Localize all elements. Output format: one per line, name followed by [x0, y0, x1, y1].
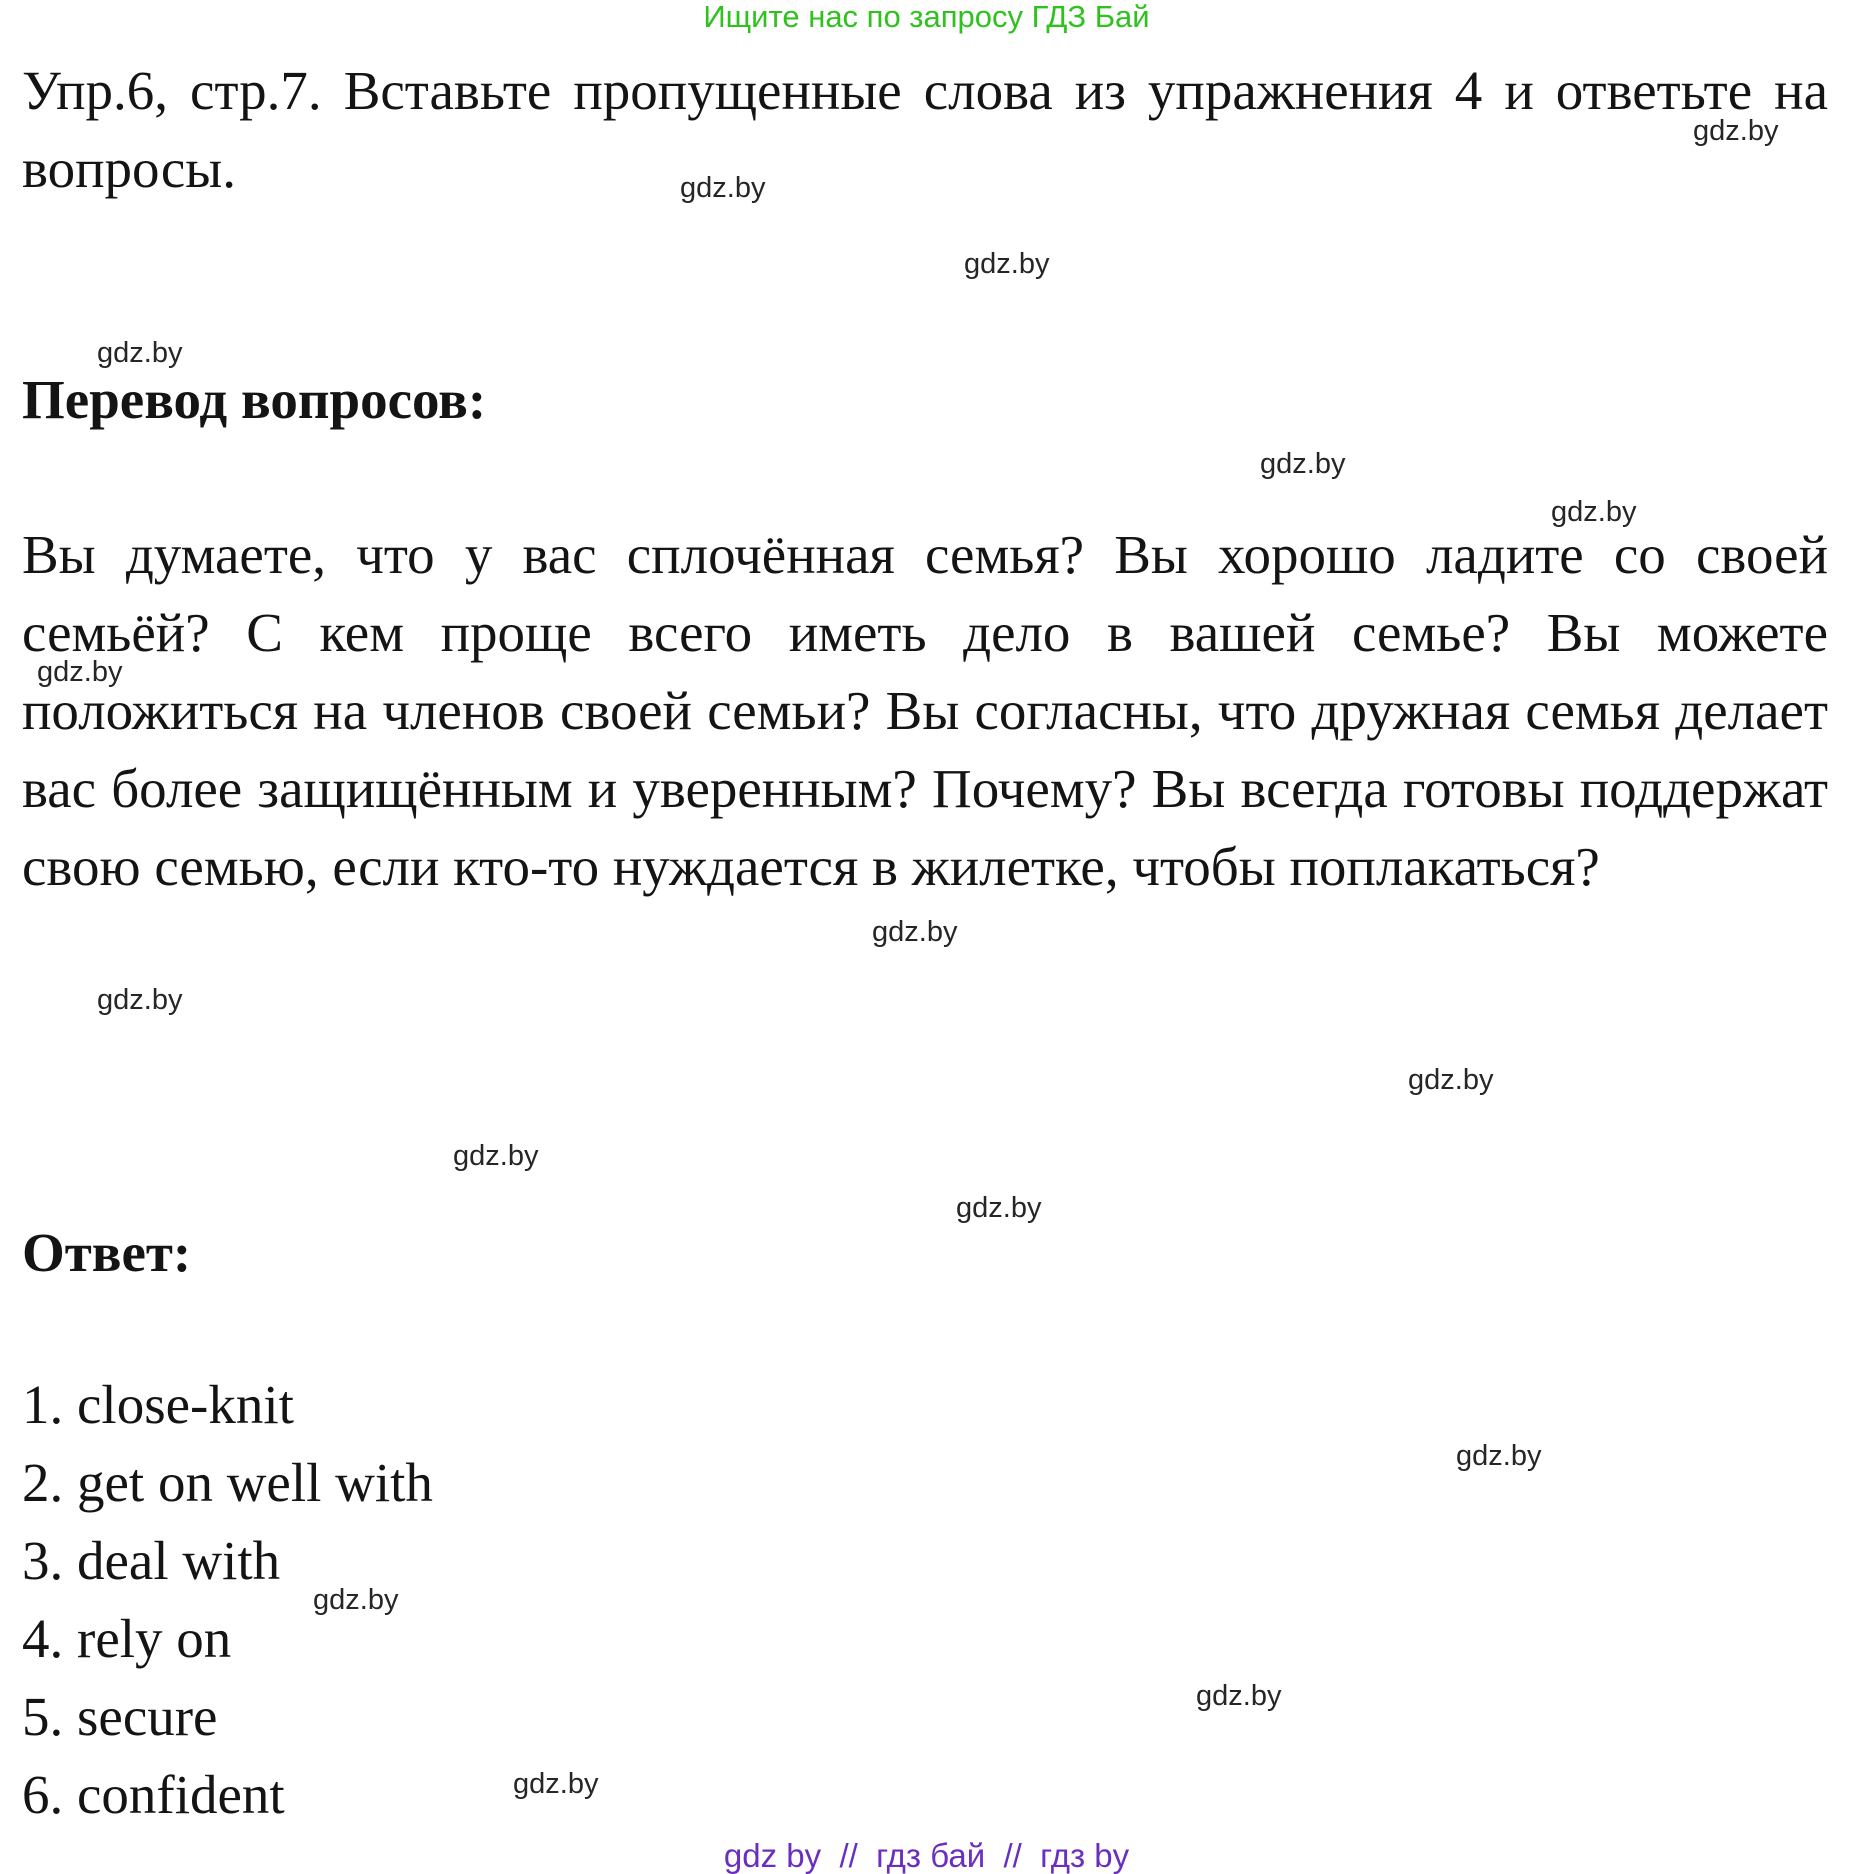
- answer-item-4: 4. rely on: [22, 1608, 232, 1669]
- search-banner: Ищите нас по запросу ГДЗ Бай: [703, 0, 1150, 34]
- translation-heading: Перевод вопросов:: [22, 369, 487, 430]
- watermark: gdz.by: [1551, 496, 1637, 528]
- answer-item-1: 1. close-knit: [22, 1374, 294, 1435]
- watermark: gdz.by: [1260, 448, 1346, 480]
- watermark: gdz.by: [680, 172, 766, 204]
- footer-watermark: gdz by // гдз бай // гдз by: [723, 1837, 1130, 1874]
- task-statement: Упр.6, стр.7. Вставьте пропущенные слова из упражнения 4 и ответьте на вопросы.: [22, 60, 1828, 199]
- answer-heading: Ответ:: [22, 1222, 192, 1283]
- watermark: gdz.by: [513, 1768, 599, 1800]
- watermark: gdz.by: [37, 656, 123, 688]
- answer-item-6: 6. confident: [22, 1764, 285, 1825]
- watermark: gdz.by: [1408, 1064, 1494, 1096]
- answer-item-2: 2. get on well with: [22, 1452, 433, 1513]
- watermark: gdz.by: [313, 1584, 399, 1616]
- translation-text: Вы думаете, что у вас сплочённая семья? Вы хорошо ладите со своей семьёй? С кем проще всего иметь дело в вашей семье? Вы можете положиться на членов своей семьи? Вы согласны, что дружная семья делает вас более защищённым и уверенным? Почему? Вы всегда готовы поддержат свою семью, если кто-то нуждается в жилетке, чтобы поплакаться?: [22, 524, 1828, 897]
- watermark: gdz.by: [1456, 1440, 1542, 1472]
- watermark: gdz.by: [97, 337, 183, 369]
- watermark: gdz.by: [97, 984, 183, 1016]
- watermark: gdz.by: [453, 1140, 539, 1172]
- watermark: gdz.by: [1693, 115, 1779, 147]
- watermark: gdz.by: [1196, 1680, 1282, 1712]
- answer-item-5: 5. secure: [22, 1686, 218, 1747]
- watermark: gdz.by: [956, 1192, 1042, 1224]
- watermark: gdz.by: [872, 916, 958, 948]
- answer-item-3: 3. deal with: [22, 1530, 281, 1591]
- watermark: gdz.by: [964, 248, 1050, 280]
